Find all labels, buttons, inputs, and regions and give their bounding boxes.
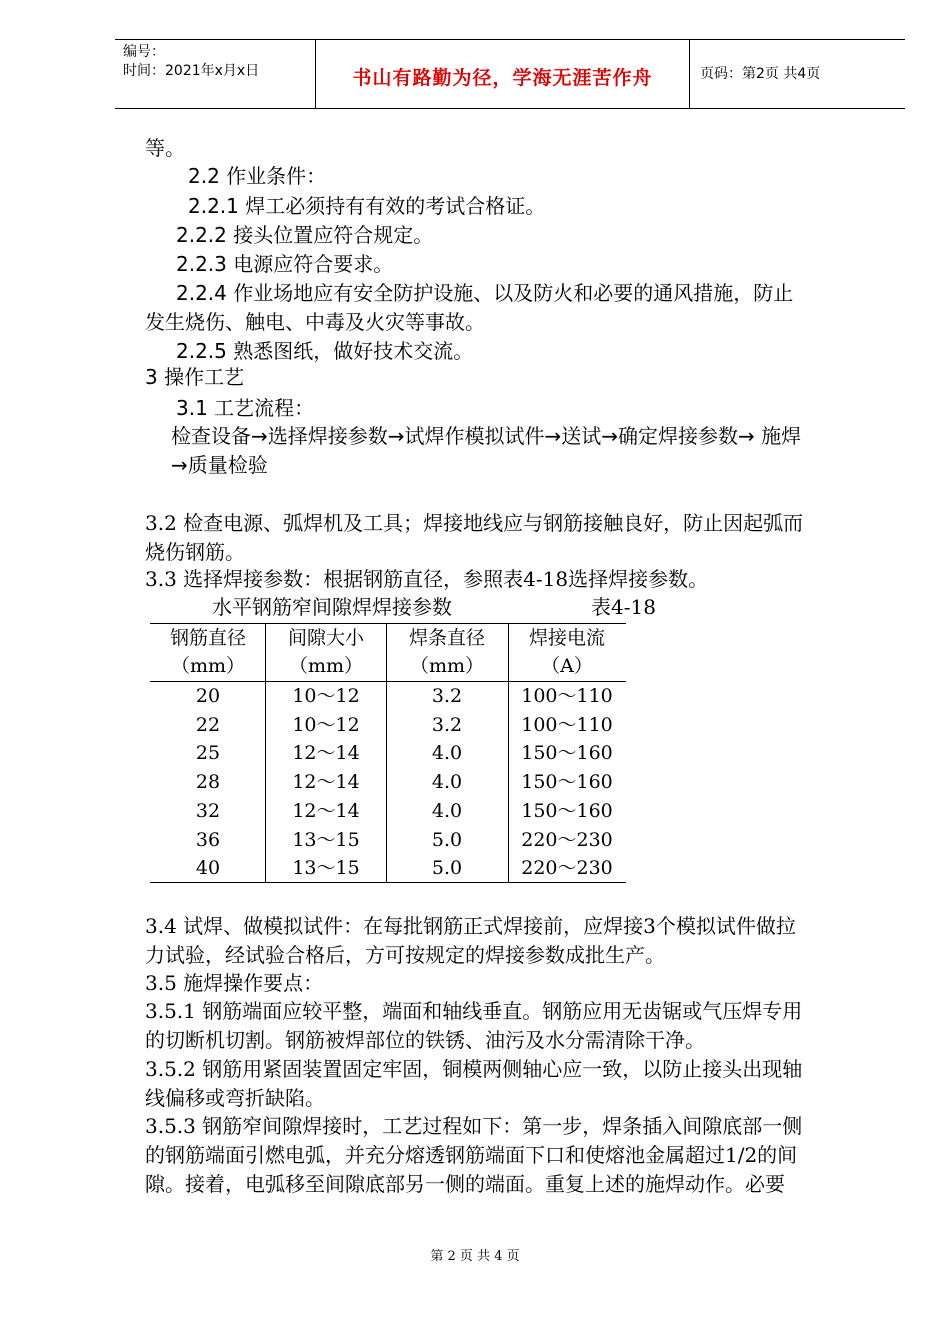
- page-header: [115, 39, 905, 109]
- table-cell: 13～15: [292, 857, 360, 880]
- body-line: 2.2.2 接头位置应符合规定。: [176, 223, 434, 247]
- table-cell: 4.0: [431, 771, 463, 794]
- table-header-cell: 钢筋直径: [169, 627, 246, 649]
- body-line: 发生烧伤、触电、中毒及火灾等事故。: [145, 310, 485, 334]
- table-cell: 20: [195, 685, 221, 707]
- header-motto-cell: [316, 40, 690, 108]
- table-cell: 100～110: [521, 685, 613, 707]
- page-footer: 第 2 页 共 4 页: [430, 1249, 520, 1264]
- table-cell: 12～14: [292, 799, 360, 822]
- body-line: 2.2.5 熟悉图纸，做好技术交流。: [176, 339, 474, 363]
- table-cell: 4.0: [431, 799, 463, 822]
- section-heading: 3.5 施焊操作要点：: [145, 971, 324, 995]
- table-caption: 水平钢筋窄间隙焊焊接参数: [212, 595, 452, 619]
- header-page-cell: [690, 40, 905, 108]
- table-cell: 3.2: [431, 685, 463, 707]
- body-line: 隙。接着，电弧移至间隙底部另一侧的端面。重复上述的施焊动作。必要: [145, 1172, 785, 1196]
- table-cell: 40: [195, 857, 221, 880]
- body-line: 3.3 选择焊接参数：根据钢筋直径，参照表4-18选择焊接参数。: [145, 567, 709, 591]
- table-cell: 3.2: [431, 713, 463, 736]
- table-cell: 25: [195, 742, 221, 765]
- body-line: 3.2 检查电源、弧焊机及工具；焊接地线应与钢筋接触良好，防止因起弧而: [145, 511, 804, 535]
- table-cell: 32: [195, 799, 221, 822]
- body-line: 3.5.3 钢筋窄间隙焊接时，工艺过程如下：第一步，焊条插入间隙底部一侧: [145, 1114, 803, 1138]
- table-header-cell: （mm）: [409, 655, 485, 677]
- body-line: 力试验，经试验合格后，方可按规定的焊接参数成批生产。: [145, 943, 665, 967]
- section-heading: 2.2 作业条件：: [188, 164, 327, 188]
- table-cell: 12～14: [292, 771, 360, 794]
- table-cell: 5.0: [431, 857, 463, 880]
- section-heading: 3 操作工艺: [145, 365, 245, 389]
- table-cell: 22: [195, 713, 221, 736]
- process-flow-line: →质量检验: [171, 453, 268, 477]
- table-cell: 150～160: [521, 771, 613, 794]
- table-cell: 36: [195, 828, 221, 851]
- table-cell: 10～12: [292, 685, 360, 707]
- table-cell: 150～160: [521, 799, 613, 822]
- body-line: 的钢筋端面引燃电弧，并充分熔透钢筋端面下口和使熔池金属超过1/2的间: [145, 1143, 798, 1167]
- body-line: 3.4 试焊、做模拟试件：在每批钢筋正式焊接前，应焊接3个模拟试件做拉: [145, 914, 796, 938]
- table-number: 表4-18: [591, 595, 656, 619]
- table-cell: 100～110: [521, 713, 613, 736]
- table-cell: 28: [195, 771, 221, 794]
- body-line: 的切断机切割。钢筋被焊部位的铁锈、油污及水分需清除干净。: [145, 1028, 705, 1052]
- table-cell: 4.0: [431, 742, 463, 765]
- table-cell: 12～14: [292, 742, 360, 765]
- header-page-label: 页码：第2页 共4页: [700, 66, 821, 82]
- table-cell: 10～12: [292, 713, 360, 736]
- motto-text: 书山有路勤为径，学海无涯苦作舟: [352, 67, 653, 89]
- document-number-label: 编号：: [123, 44, 165, 60]
- table-header-cell: 间隙大小: [287, 627, 364, 649]
- table-header-cell: （A）: [541, 655, 593, 677]
- document-time-label: 时间：2021年x月x日: [123, 63, 260, 79]
- body-line: 2.2.4 作业场地应有安全防护设施、以及防火和必要的通风措施，防止: [176, 281, 794, 305]
- table-cell: 220～230: [521, 828, 613, 851]
- body-line: 3.5.1 钢筋端面应较平整，端面和轴线垂直。钢筋应用无齿锯或气压焊专用: [145, 999, 803, 1023]
- body-line: 2.2.1 焊工必须持有有效的考试合格证。: [188, 194, 546, 218]
- table-cell: 13～15: [292, 828, 360, 851]
- body-line: 线偏移或弯折缺陷。: [145, 1086, 325, 1110]
- body-line: 等。: [145, 136, 185, 160]
- header-meta-cell: [115, 40, 316, 108]
- table-cell: 5.0: [431, 828, 463, 851]
- body-line: 2.2.3 电源应符合要求。: [176, 252, 394, 276]
- table-header-cell: （mm）: [288, 655, 364, 677]
- table-header-cell: 焊条直径: [408, 627, 485, 649]
- table-header-cell: （mm）: [170, 655, 246, 677]
- body-line: 烧伤钢筋。: [145, 540, 245, 564]
- table-column-divider: [386, 623, 387, 882]
- table-cell: 220～230: [521, 857, 613, 880]
- process-flow-line: 检查设备→选择焊接参数→试焊作模拟试件→送试→确定焊接参数→ 施焊: [171, 424, 802, 448]
- body-line: 3.5.2 钢筋用紧固装置固定牢固，铜模两侧轴心应一致，以防止接头出现轴: [145, 1057, 803, 1081]
- table-cell: 150～160: [521, 742, 613, 765]
- section-heading: 3.1 工艺流程：: [176, 396, 315, 420]
- table-header-cell: 焊接电流: [528, 627, 605, 649]
